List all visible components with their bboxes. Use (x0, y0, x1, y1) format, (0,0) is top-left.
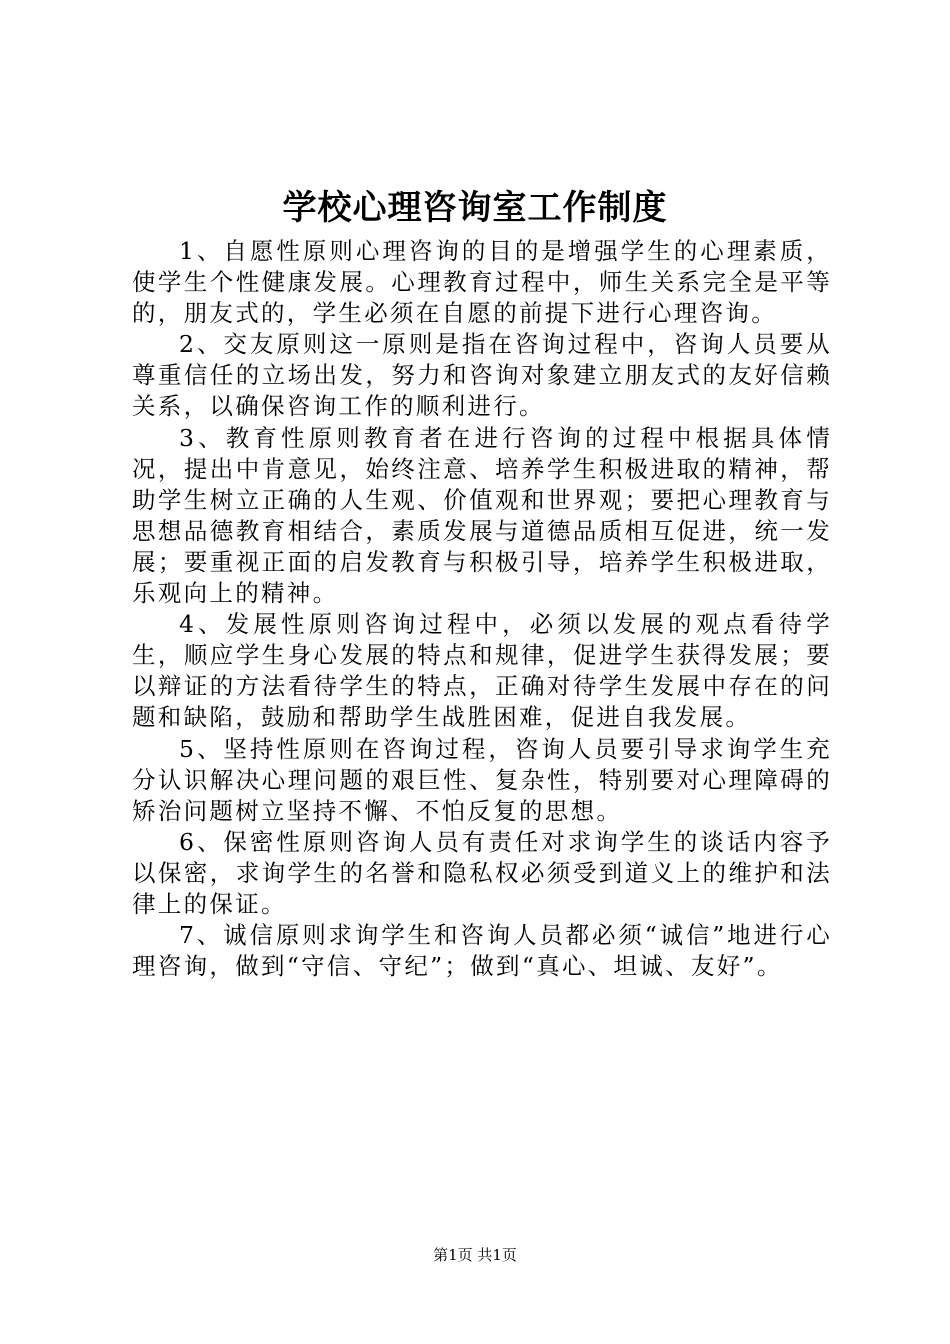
page-number-footer: 第1页 共1页 (433, 1246, 517, 1264)
paragraph-education-principle: 3、教育性原则教育者在进行咨询的过程中根据具体情况，提出中肯意见，始终注意、培养学生积极进取的精神，帮助学生树立正确的人生观、价值观和世界观；要把心理教育与思想品德教育相结合，素质发展与道德品质相互促进，统一发展；要重视正面的启发教育与积极引导，培养学生积极进取，乐观向上的精神。 (132, 423, 832, 608)
document-body (132, 236, 832, 982)
paragraph-voluntary-principle: 1、自愿性原则心理咨询的目的是增强学生的心理素质，使学生个性健康发展。心理教育过程中，师生关系完全是平等的，朋友式的，学生必须在自愿的前提下进行心理咨询。 (132, 237, 832, 328)
paragraph-integrity-principle: 7、诚信原则求询学生和咨询人员都必须“诚信”地进行心理咨询，做到“守信、守纪”；做到“真心、坦诚、友好”。 (132, 921, 832, 981)
paragraph-development-principle: 4、发展性原则咨询过程中，必须以发展的观点看待学生，顺应学生身心发展的特点和规律，促进学生获得发展；要以辩证的方法看待学生的特点，正确对待学生发展中存在的问题和缺陷，鼓励和帮助学生战胜困难，促进自我发展。 (132, 610, 832, 732)
paragraph-friendship-principle: 2、交友原则这一原则是指在咨询过程中，咨询人员要从尊重信任的立场出发，努力和咨询对象建立朋友式的友好信赖关系，以确保咨询工作的顺利进行。 (132, 330, 832, 421)
paragraph-persistence-principle: 5、坚持性原则在咨询过程，咨询人员要引导求询学生充分认识解决心理问题的艰巨性、复杂性，特别要对心理障碍的矫治问题树立坚持不懈、不怕反复的思想。 (132, 734, 832, 825)
document-title: 学校心理咨询室工作制度 (282, 188, 668, 228)
paragraph-confidentiality-principle: 6、保密性原则咨询人员有责任对求询学生的谈话内容予以保密，求询学生的名誉和隐私权必须受到道义上的维护和法律上的保证。 (132, 827, 832, 918)
